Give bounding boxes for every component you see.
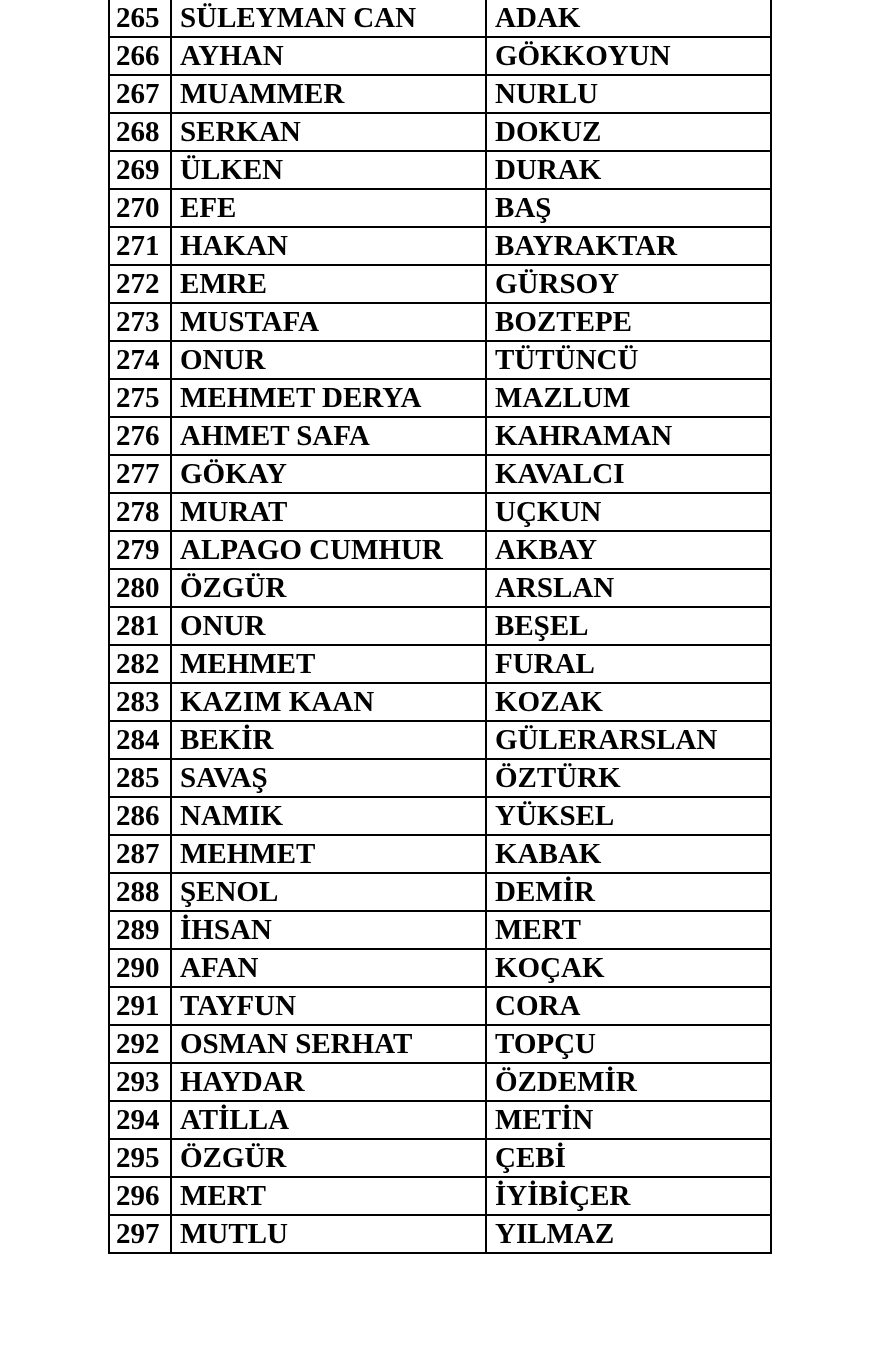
first-name: SÜLEYMAN CAN [171, 0, 486, 37]
table-row [109, 1139, 771, 1177]
first-name: ŞENOL [171, 873, 486, 911]
row-number: 270 [109, 189, 171, 227]
first-name: HAYDAR [171, 1063, 486, 1101]
first-name: BEKİR [171, 721, 486, 759]
row-number: 287 [109, 835, 171, 873]
row-number: 285 [109, 759, 171, 797]
row-number: 295 [109, 1139, 171, 1177]
last-name: KAVALCI [486, 455, 771, 493]
names-table-body [109, 0, 771, 1253]
table-row [109, 75, 771, 113]
last-name: BOZTEPE [486, 303, 771, 341]
first-name: MUAMMER [171, 75, 486, 113]
last-name: GÜLERARSLAN [486, 721, 771, 759]
last-name: ÖZTÜRK [486, 759, 771, 797]
row-number: 266 [109, 37, 171, 75]
row-number: 275 [109, 379, 171, 417]
table-row [109, 37, 771, 75]
last-name: ADAK [486, 0, 771, 37]
table-row [109, 607, 771, 645]
table-row [109, 949, 771, 987]
table-row [109, 1177, 771, 1215]
last-name: MERT [486, 911, 771, 949]
first-name: AFAN [171, 949, 486, 987]
first-name: MEHMET [171, 835, 486, 873]
last-name: YILMAZ [486, 1215, 771, 1253]
row-number: 280 [109, 569, 171, 607]
last-name: BAYRAKTAR [486, 227, 771, 265]
row-number: 288 [109, 873, 171, 911]
first-name: NAMIK [171, 797, 486, 835]
row-number: 296 [109, 1177, 171, 1215]
first-name: MUTLU [171, 1215, 486, 1253]
last-name: BEŞEL [486, 607, 771, 645]
last-name: KOÇAK [486, 949, 771, 987]
last-name: ARSLAN [486, 569, 771, 607]
row-number: 274 [109, 341, 171, 379]
first-name: ÖZGÜR [171, 569, 486, 607]
row-number: 279 [109, 531, 171, 569]
table-row [109, 683, 771, 721]
row-number: 291 [109, 987, 171, 1025]
table-row [109, 531, 771, 569]
last-name: UÇKUN [486, 493, 771, 531]
last-name: AKBAY [486, 531, 771, 569]
last-name: YÜKSEL [486, 797, 771, 835]
last-name: ÇEBİ [486, 1139, 771, 1177]
table-row [109, 987, 771, 1025]
table-row [109, 759, 771, 797]
first-name: ÖZGÜR [171, 1139, 486, 1177]
last-name: CORA [486, 987, 771, 1025]
table-row [109, 493, 771, 531]
table-row [109, 265, 771, 303]
first-name: İHSAN [171, 911, 486, 949]
row-number: 282 [109, 645, 171, 683]
last-name: TÜTÜNCÜ [486, 341, 771, 379]
row-number: 265 [109, 0, 171, 37]
row-number: 286 [109, 797, 171, 835]
last-name: TOPÇU [486, 1025, 771, 1063]
last-name: DURAK [486, 151, 771, 189]
first-name: MERT [171, 1177, 486, 1215]
last-name: GÖKKOYUN [486, 37, 771, 75]
row-number: 278 [109, 493, 171, 531]
first-name: GÖKAY [171, 455, 486, 493]
last-name: KOZAK [486, 683, 771, 721]
first-name: ALPAGO CUMHUR [171, 531, 486, 569]
first-name: ÜLKEN [171, 151, 486, 189]
first-name: MEHMET [171, 645, 486, 683]
table-row [109, 797, 771, 835]
row-number: 284 [109, 721, 171, 759]
row-number: 292 [109, 1025, 171, 1063]
last-name: ÖZDEMİR [486, 1063, 771, 1101]
first-name: ONUR [171, 341, 486, 379]
last-name: NURLU [486, 75, 771, 113]
row-number: 290 [109, 949, 171, 987]
table-row [109, 341, 771, 379]
last-name: GÜRSOY [486, 265, 771, 303]
table-row [109, 721, 771, 759]
last-name: KABAK [486, 835, 771, 873]
row-number: 289 [109, 911, 171, 949]
table-row [109, 873, 771, 911]
row-number: 297 [109, 1215, 171, 1253]
table-row [109, 1063, 771, 1101]
first-name: MUSTAFA [171, 303, 486, 341]
table-row [109, 151, 771, 189]
last-name: FURAL [486, 645, 771, 683]
table-row [109, 303, 771, 341]
last-name: BAŞ [486, 189, 771, 227]
last-name: DOKUZ [486, 113, 771, 151]
first-name: EMRE [171, 265, 486, 303]
first-name: MEHMET DERYA [171, 379, 486, 417]
last-name: DEMİR [486, 873, 771, 911]
first-name: OSMAN SERHAT [171, 1025, 486, 1063]
row-number: 281 [109, 607, 171, 645]
first-name: HAKAN [171, 227, 486, 265]
row-number: 283 [109, 683, 171, 721]
table-row [109, 569, 771, 607]
table-row [109, 911, 771, 949]
last-name: İYİBİÇER [486, 1177, 771, 1215]
table-row [109, 455, 771, 493]
row-number: 277 [109, 455, 171, 493]
row-number: 294 [109, 1101, 171, 1139]
table-row [109, 417, 771, 455]
row-number: 273 [109, 303, 171, 341]
table-row [109, 1025, 771, 1063]
row-number: 272 [109, 265, 171, 303]
row-number: 293 [109, 1063, 171, 1101]
first-name: MURAT [171, 493, 486, 531]
table-row [109, 1215, 771, 1253]
row-number: 267 [109, 75, 171, 113]
first-name: SERKAN [171, 113, 486, 151]
table-row [109, 113, 771, 151]
row-number: 271 [109, 227, 171, 265]
first-name: AYHAN [171, 37, 486, 75]
first-name: AHMET SAFA [171, 417, 486, 455]
first-name: KAZIM KAAN [171, 683, 486, 721]
row-number: 268 [109, 113, 171, 151]
last-name: METİN [486, 1101, 771, 1139]
first-name: SAVAŞ [171, 759, 486, 797]
table-row [109, 189, 771, 227]
last-name: KAHRAMAN [486, 417, 771, 455]
row-number: 276 [109, 417, 171, 455]
first-name: EFE [171, 189, 486, 227]
table-row [109, 835, 771, 873]
first-name: ONUR [171, 607, 486, 645]
last-name: MAZLUM [486, 379, 771, 417]
table-row [109, 0, 771, 37]
first-name: ATİLLA [171, 1101, 486, 1139]
table-row [109, 227, 771, 265]
table-row [109, 1101, 771, 1139]
table-row [109, 645, 771, 683]
first-name: TAYFUN [171, 987, 486, 1025]
table-row [109, 379, 771, 417]
row-number: 269 [109, 151, 171, 189]
names-table [108, 0, 772, 1254]
